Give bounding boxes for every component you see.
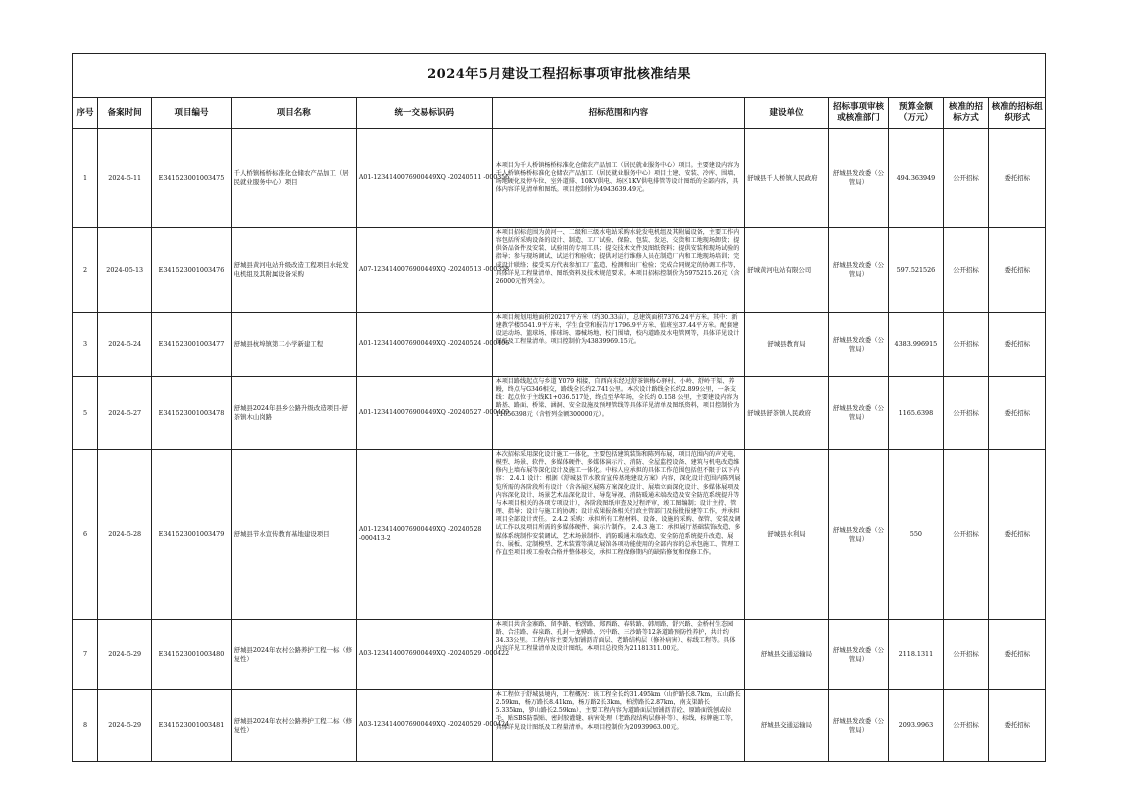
cell-seq: 8 [73, 690, 98, 762]
cell-dept: 舒城县发改委（公管局） [828, 450, 889, 620]
cell-trade-id: A01-1234140076900449XQ -20240524 -000406 [356, 313, 492, 377]
cell-unit: 舒城县交通运输局 [745, 620, 829, 690]
cell-dept: 舒城县发改委（公管局） [828, 620, 889, 690]
cell-seq: 2 [73, 228, 98, 313]
header-unit: 建设单位 [745, 98, 829, 129]
cell-date: 2024-05-13 [98, 228, 152, 313]
scope-text: 本工程位于舒城县境内，工程概况：该工程全长约31.495km（山炉路长8.7km，五山路长2.59km，杨万路长8.41km，杨万路2长3km，柏涝路长2.87km，南支渠路长5.335km，箩山路长2.59km），主要工程内容为道路面层加铺沥青砼、原路面铣刨或拉毛、贴SBS防裂贴、密封胶灌缝、病害处理（老路段结构层修补等）、标线、标牌施工等，具体详见设计图纸及工程量清单。本项目控制价为20939963.00元。 [495, 691, 741, 731]
table-row [73, 228, 1046, 313]
cell-seq: 6 [73, 450, 98, 620]
cell-trade-id: A03-1234140076900449XQ -20240529 -000422 [356, 620, 492, 690]
cell-trade-id: A01-1234140076900449XQ -20240528 -000413-2 [356, 450, 492, 620]
cell-budget: 494.363949 [889, 129, 943, 228]
cell-code: E341523001003477 [152, 313, 231, 377]
cell-budget: 2118.1311 [889, 620, 943, 690]
scope-text: 本次招标采用深化设计施工一体化，主要包括建筑装饰和陈列布展，项目范围内的声光电、模型、场景、软件、多媒体硬件、多媒体演示片、消防、全屋监控设备、建筑与机电改造维修内上墙布展等深化设计及施工一体化。中标人应承担的具体工作范围包括但不限于以下内容： 2.4.1 设计：根据《舒城县节水教育宣传基地建设方案》内容，深化设计范围内陈列展览所需的各阶段所有设计（含各展区展陈方案深化设计、展墙立面深化设计、多媒体展项及内容深化设计、场景艺术品深化设计、导览导视、消防暖通末端改造及安全防范系统提升等与本项目相关的各项专项设计），各阶段图纸审查及过程评审，竣工图编制；设计主持、管理、指导；设计与施工的协调；设计成果报备相关行政主管部门及报批报建等工作，并承担项目全部设计责任。 2.4.2 采购：承担所有工程材料、设备、设施的采购、保管、安装及调试工作以及项目所需的多媒体硬件、演示片制作。 2.4.3 施工：承担展厅基础装饰改造、多媒体系统制作安装调试、艺术场景制作、消防暖通末端改造、安全防范系统提升改造、展台、展板、定制模型、艺术装置等满足展馆各项功能使用的全部内容的总承包施工、管理工作直至项目竣工验收合格并整体移交，承担工程保修期内的缺陷修复和保修工作。 [495, 451, 741, 556]
cell-code: E341523001003481 [152, 690, 231, 762]
cell-method: 公开招标 [943, 228, 989, 313]
cell-date: 2024-5-11 [98, 129, 152, 228]
cell-method: 公开招标 [943, 690, 989, 762]
scope-text: 本项目规划用地面积20217平方米（约30.33亩），总建筑面积7376.24平方米。其中：新建教学楼5541.9平方米，学生食堂和报告厅1796.9平方米、值班室37.44平方米。配套建设运动场、篮球场、排球场、器械场地、校门围墙，校内道路及水电管网等，具体详见设计图纸及工程量清单。项目控制价为43839969.15元。 [495, 314, 740, 346]
header-form: 核准的招标组织形式 [989, 98, 1046, 129]
cell-date: 2024-5-24 [98, 313, 152, 377]
cell-trade-id: A03-1234140076900449XQ -20240529 -000424 [356, 690, 492, 762]
cell-seq: 1 [73, 129, 98, 228]
cell-seq: 3 [73, 313, 98, 377]
cell-date: 2024-5-29 [98, 690, 152, 762]
table-row [73, 313, 1046, 377]
approval-results-table [72, 53, 1046, 762]
results-sheet [72, 53, 1046, 762]
table-row [73, 690, 1046, 762]
scope-text: 本项目路线起点与乡道 Y079 相接，自西向东经过舒茶镇梅心驿村、小岭、舒岭干渠、养鳗，终点与G346相交，路线全长约2.741公里。本次设计路线全长约2.899公里，一条支线：起点位于主线K1+036.517处，终点至华年场，全长约 0.158 公里，主要建设内容为路基、路面、桥梁、涵洞、安全设施及预埋管线等具体详见清单及图纸资料，项目控制价为11656398元（含暂列金额300000元）。 [495, 378, 740, 418]
cell-name: 舒城县杭埠镇第二小学新建工程 [231, 313, 356, 377]
cell-unit: 舒城县千人桥镇人民政府 [745, 129, 829, 228]
cell-trade-id: A07-1234140076900449XQ -20240513 -000358 [356, 228, 492, 313]
cell-name: 千人桥镇杨桥标准化仓储农产品加工（居民就业服务中心）项目 [231, 129, 356, 228]
cell-scope [492, 313, 745, 377]
cell-unit: 舒城县水利局 [745, 450, 829, 620]
header-project-name: 项目名称 [231, 98, 356, 129]
cell-name: 舒城县黄河电站升级改造工程项目水轮发电机组及其附属设备采购 [231, 228, 356, 313]
header-method: 核准的招标方式 [943, 98, 989, 129]
cell-seq: 5 [73, 377, 98, 450]
cell-method: 公开招标 [943, 377, 989, 450]
cell-code: E341523001003479 [152, 450, 231, 620]
cell-scope [492, 377, 745, 450]
cell-unit: 舒城黄河电站有限公司 [745, 228, 829, 313]
cell-method: 公开招标 [943, 450, 989, 620]
cell-budget: 2093.9963 [889, 690, 943, 762]
header-project-code: 项目编号 [152, 98, 231, 129]
header-dept: 招标事项审核或核准部门 [828, 98, 889, 129]
cell-name: 舒城县节水宣传教育基地建设项目 [231, 450, 356, 620]
cell-dept: 舒城县发改委（公管局） [828, 313, 889, 377]
cell-name: 舒城县2024年县乡公路升级改造项目-舒茶镇木山岗路 [231, 377, 356, 450]
table-row [73, 450, 1046, 620]
cell-form: 委托招标 [989, 620, 1046, 690]
cell-form: 委托招标 [989, 129, 1046, 228]
header-seq: 序号 [73, 98, 98, 129]
cell-method: 公开招标 [943, 313, 989, 377]
cell-method: 公开招标 [943, 129, 989, 228]
cell-scope [492, 620, 745, 690]
table-row [73, 377, 1046, 450]
cell-date: 2024-5-27 [98, 377, 152, 450]
cell-unit: 舒城县教育局 [745, 313, 829, 377]
header-scope: 招标范围和内容 [492, 98, 745, 129]
cell-budget: 1165.6398 [889, 377, 943, 450]
cell-form: 委托招标 [989, 377, 1046, 450]
cell-form: 委托招标 [989, 228, 1046, 313]
cell-trade-id: A01-1234140076900449XQ -20240511 -000356 [356, 129, 492, 228]
cell-dept: 舒城县发改委（公管局） [828, 129, 889, 228]
table-row [73, 129, 1046, 228]
cell-unit: 舒城县舒茶镇人民政府 [745, 377, 829, 450]
scope-text: 本项目招标范围为黄河一、二级和三级水电站采购水轮发电机组及其附属设备，主要工作内容包括所采购设备的设计、制造、工厂试验、保险、包装、发运、交货和工地现场卸货；提供备品备件及安装、试验用的专用工具；提交技术文件及图纸资料；提供安装和现场试验的指导；参与现场调试、试运行和验收；提供对运行维修人员在制造厂内和工地现场培训；完成设计联络；接受买方代表参加工厂监造、检测和出厂检验；完成合同规定的协调工作等，具体详见工程量清单、图纸资料及技术规范要求。本项目招标控制价为5975215.26元（含26000元暂列金）。 [495, 229, 740, 285]
cell-dept: 舒城县发改委（公管局） [828, 377, 889, 450]
cell-budget: 597.521526 [889, 228, 943, 313]
cell-scope [492, 450, 745, 620]
cell-dept: 舒城县发改委（公管局） [828, 690, 889, 762]
cell-code: E341523001003480 [152, 620, 231, 690]
header-row [73, 98, 1046, 129]
cell-budget: 550 [889, 450, 943, 620]
cell-scope: 本项目为千人桥镇杨桥标准化仓储农产品加工（居民就业服务中心）项目。主要建设内容为千人桥镇杨桥标准化仓储农产品加工（居民就业服务中心）项目土建、安装、冷库、围墙、场地硬化及停车位、室外道排、10KV供电、场区1KV供电排管等设计图纸的全部内容，具体内容详见清单和图纸。项目控制价为4943639.49元。 [492, 129, 745, 228]
header-trade-id: 统一交易标识码 [356, 98, 492, 129]
cell-scope [492, 228, 745, 313]
scope-text: 本项目共含金寨路、留李路、柏涝路、郑西路、春转路、韩周路、舒兴路、金桥村生态园路、合洼路、春泉路、孔封一龙骅路、兴中路、三沙路等12条道路预防性养护，共计约34.33公里。工程内容主要为加铺沥青面层、老路结构层（修补病害）、标线工程等。具体内容详见工程量清单及设计图纸。本项目总投资为21181311.00元。 [495, 621, 736, 653]
header-date: 备案时间 [98, 98, 152, 129]
cell-code: E341523001003476 [152, 228, 231, 313]
cell-code: E341523001003475 [152, 129, 231, 228]
cell-dept: 舒城县发改委（公管局） [828, 228, 889, 313]
page-title: 2024年5月建设工程招标事项审批核准结果 [73, 54, 1046, 98]
cell-method: 公开招标 [943, 620, 989, 690]
cell-form: 委托招标 [989, 450, 1046, 620]
cell-date: 2024-5-29 [98, 620, 152, 690]
header-budget: 预算金额（万元） [889, 98, 943, 129]
cell-unit: 舒城县交通运输局 [745, 690, 829, 762]
cell-trade-id: A01-1234140076900449XQ -20240527 -000409 [356, 377, 492, 450]
cell-name: 舒城县2024年农村公路养护工程一标（修复性） [231, 620, 356, 690]
table-row [73, 620, 1046, 690]
cell-code: E341523001003478 [152, 377, 231, 450]
cell-date: 2024-5-28 [98, 450, 152, 620]
cell-name: 舒城县2024年农村公路养护工程二标（修复性） [231, 690, 356, 762]
cell-seq: 7 [73, 620, 98, 690]
cell-form: 委托招标 [989, 690, 1046, 762]
cell-form: 委托招标 [989, 313, 1046, 377]
cell-budget: 4383.996915 [889, 313, 943, 377]
cell-scope [492, 690, 745, 762]
